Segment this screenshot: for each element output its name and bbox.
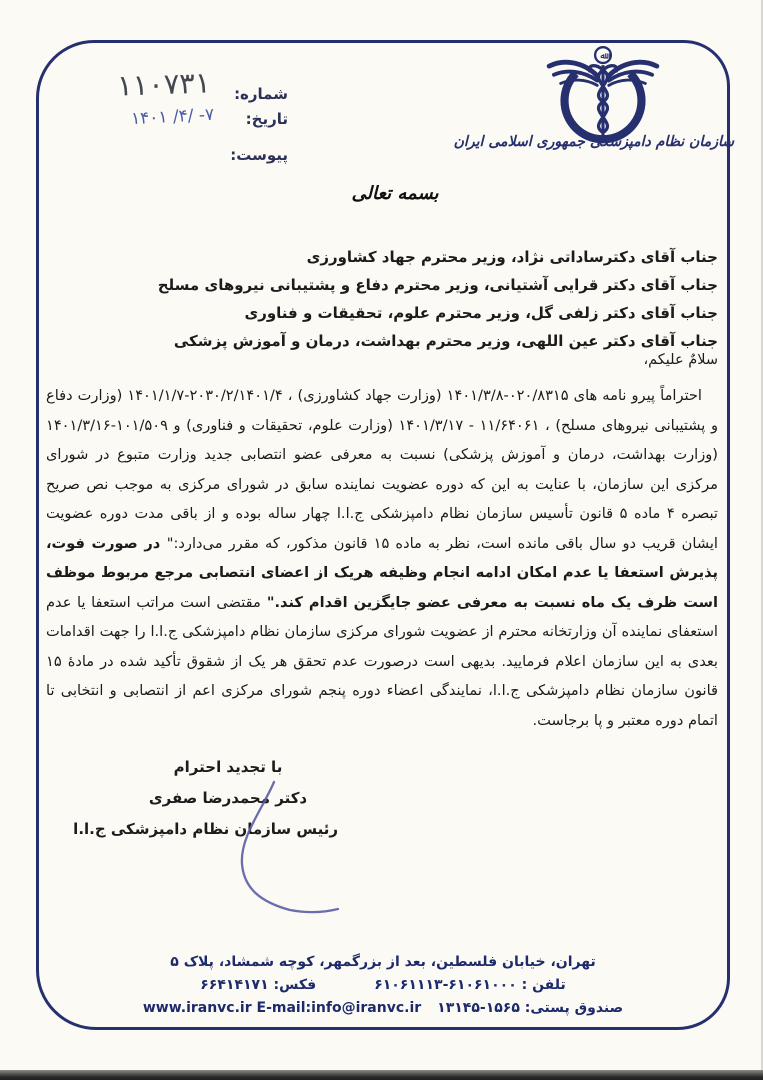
recipient-line: جناب آقای دکترساداتی نژاد، وزیر محترم جهاد کشاورزی (306, 248, 718, 266)
handwritten-signature-icon (190, 762, 360, 927)
attachment-label: پیوست: (230, 146, 288, 164)
footer-web-email: www.iranvc.ir E-mail:info@iranvc.ir (142, 1000, 422, 1016)
signatory-name: دکتر محمدرضا صفری (148, 789, 308, 807)
salutation: سلامٌ علیکم، (643, 352, 718, 368)
handwritten-number-value: ۱۱۰۷۳۱ (115, 65, 211, 103)
letter-body (46, 381, 718, 735)
number-field-row (52, 65, 288, 109)
scan-bottom-band (0, 1070, 763, 1080)
recipients-block (46, 243, 718, 355)
body-closing: مقتضی است مراتب استعفا یا عدم استعفای نماینده آن وزارتخانه محترم از عضویت شورای مرکزی سازمان نظام دامپزشکی ج.ا.ا را جهت اقدامات بعدی به این سازمان اعلام فرمایید. بدیهی است درصورت عدم تحقق هر یک از شقوق تأکید شده در مادۀ ۱۵ قانون سازمان نظام دامپزشکی ج.ا.ا، نمایندگی اعضاء دوره پنجم شورای مرکزی اعم از انتصابی و انتخابی تا اتمام دوره معتبر و پا برجاست. (46, 593, 718, 729)
recipient-line: جناب آقای دکتر زلفی گل، وزیر محترم علوم، تحقیقات و فناوری (244, 304, 718, 322)
handwritten-date-value: ۷- /۴/ ۱۴۰۱ (130, 104, 215, 130)
footer-phone-fax-line (40, 974, 726, 997)
body-bold-quote: در صورت فوت، پذیرش استعفا یا عدم امکان ادامه انجام وظیفه هریک از اعضای انتصابی مرجع مربوط موظف است ظرف یک ماه نسبت به معرفی عضو جایگزین اقدام کند." (46, 534, 719, 611)
attachment-field-row (52, 146, 288, 183)
footer-po-box: صندوق پستی: ۱۵۶۵-۱۳۱۴۵ (437, 1000, 624, 1016)
signature-closing: با تجدید احترام (173, 758, 283, 776)
recipient-line: جناب آقای دکتر قرایی آشتیانی، وزیر محترم دفاع و پشتیبانی نیروهای مسلح (157, 276, 718, 294)
organization-name: سازمان نظام دامپزشکی جمهوری اسلامی ایران (453, 134, 735, 150)
footer-phone: تلفن : ۶۱۰۶۱۰۰۰-۶۱۰۶۱۱۱۳ (374, 977, 566, 993)
footer-pobox-web-line (40, 997, 726, 1020)
date-label: تاریخ: (245, 110, 288, 128)
svg-text:ﷲ: ﷲ (600, 51, 606, 62)
footer-fax: فکس: ۶۶۴۱۴۱۷۱ (200, 977, 317, 993)
footer-address: تهران، خیابان فلسطین، بعد از بزرگمهر، کوچه شمشاد، پلاک ۵ (170, 954, 596, 970)
footer-contact-block (40, 951, 726, 1020)
letterhead-fields (52, 65, 288, 183)
signatory-title: رئیس سازمان نظام دامپزشکی ج.ا.ا (73, 820, 338, 838)
date-field-row (52, 104, 288, 146)
recipient-line: جناب آقای دکتر عین اللهی، وزیر محترم بهداشت، درمان و آموزش پزشکی (173, 332, 718, 350)
besmele-calligraphy: بسمه تعالی (351, 183, 439, 204)
veterinary-caduceus-emblem-icon (543, 44, 663, 146)
body-opening: احتراماً پیرو نامه های ۰۲۰/۸۳۱۵-۱۴۰۱/۳/۸ (وزارت جهاد کشاورزی) ، ۲۰۳۰/۲/۱۴۰۱/۴-۱۴۰۱/۱/۷ (وزارت دفاع و پشتیبانی نیروهای مسلح) ، ۱۱/۶۴۰۶۱ - ۱۴۰۱/۳/۱۷ (وزارت علوم، تحقیقات و فناوری) و ۱۰۱/۵۰۹-۱۴۰۱/۳/۱۶ (وزارت بهداشت، درمان و آموزش پزشکی) نسبت به معرفی عضو انتصابی جدید وزارت متبوع در شورای مرکزی این سازمان، با عنایت به این که دوره عضویت نماینده سابق در شورای مرکزی به موجب نص صریح تبصره ۴ ماده ۵ قانون تأسیس سازمان نظام دامپزشکی ج.ا.ا چهار ساله بوده و از باقی مدت دوره عضویت ایشان قریب دو سال باقی مانده است، نظر به ماده ۱۵ قانون مذکور، که مقرر می‌دارد:" (46, 387, 719, 552)
number-label: شماره: (234, 85, 288, 103)
